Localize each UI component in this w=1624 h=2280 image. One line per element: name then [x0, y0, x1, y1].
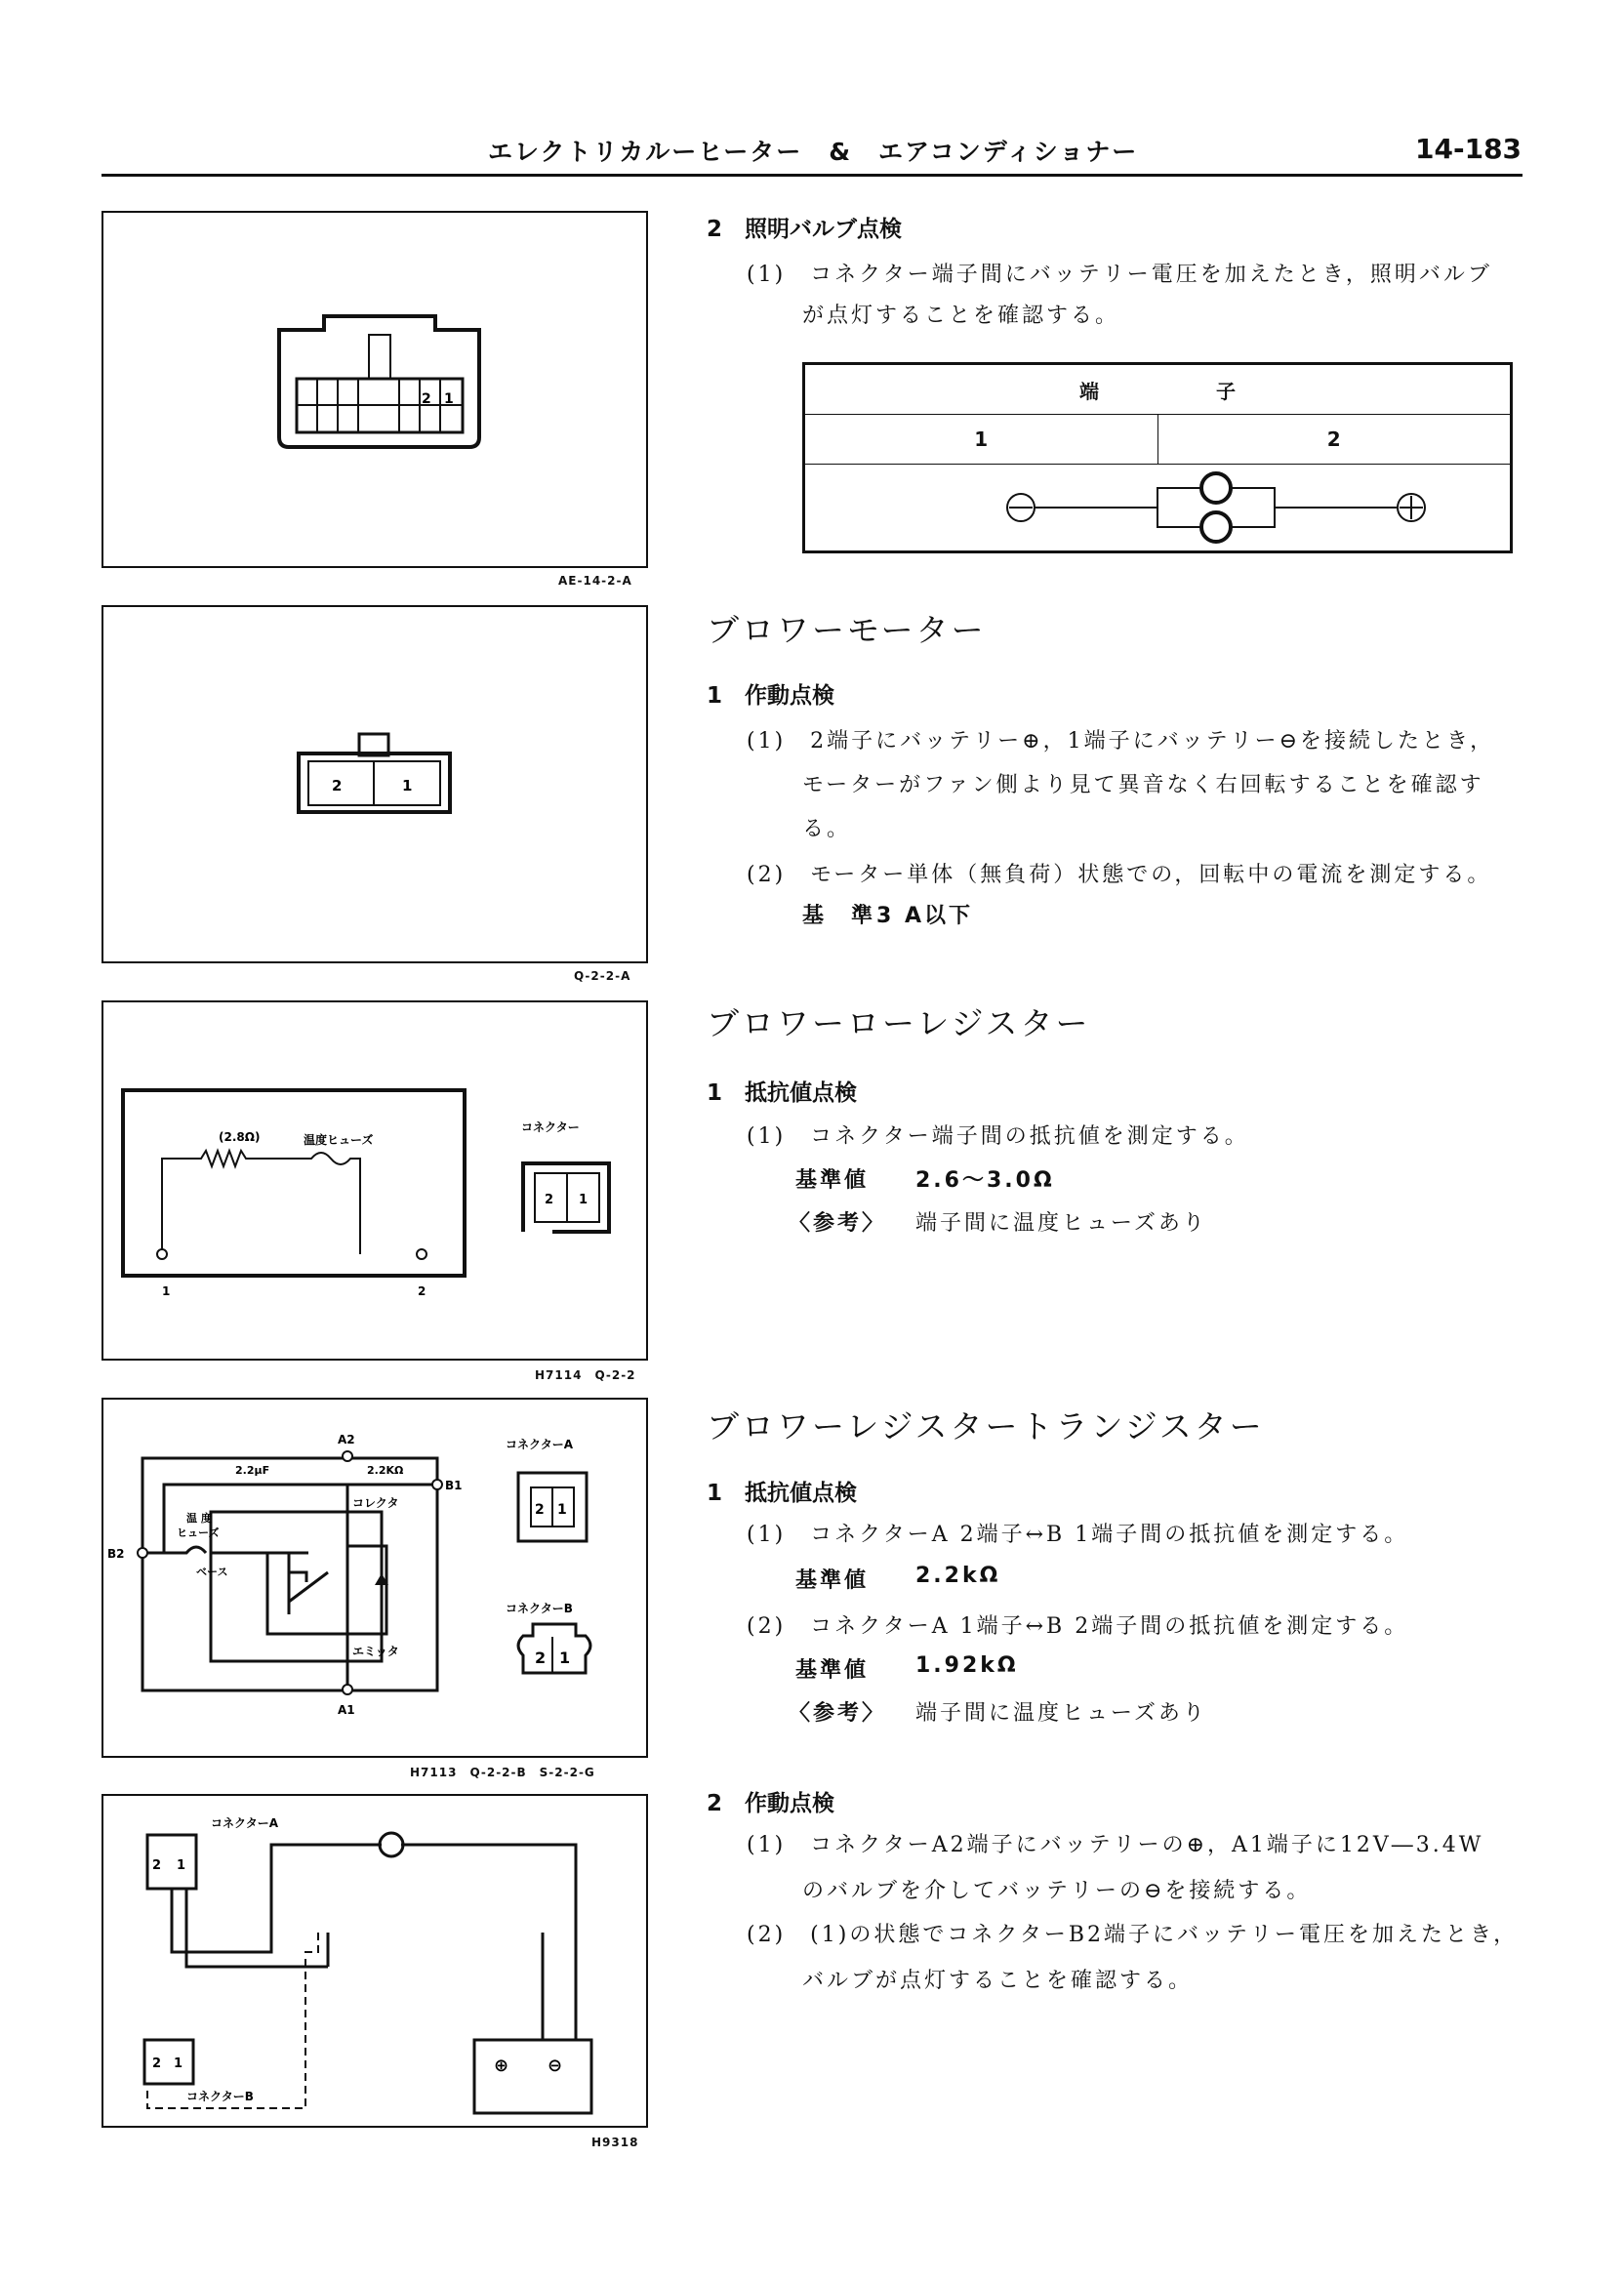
paragraph: (1) コネクター端子間の抵抗値を測定する。 — [747, 1124, 1249, 1149]
resistor-label: (2.8Ω) — [219, 1130, 261, 1144]
page-header-title: エレクトリカルーヒーター & エアコンディショナー — [488, 138, 1139, 166]
resistor-circuit-diagram — [103, 1002, 646, 1359]
terminal-label: 1 — [162, 1284, 171, 1298]
standard-label: 基準値 — [795, 1658, 870, 1683]
bulb-circuit-cell — [804, 465, 1512, 552]
pin-label: 1 — [579, 1193, 589, 1207]
pin-label: 1 — [174, 2056, 183, 2071]
header-rule — [102, 174, 1522, 177]
reference-label: 〈参考〉 — [789, 1211, 887, 1236]
figure-caption: Q-2-2-A — [574, 969, 631, 983]
node-label-b1: B1 — [445, 1479, 463, 1492]
section-title: ブロワーレジスタートランジスター — [707, 1407, 1265, 1445]
paragraph: (1) 2端子にバッテリー⊕，1端子にバッテリー⊖を接続したとき， — [747, 729, 1495, 753]
battery-minus-icon: ⊖ — [548, 2056, 563, 2076]
pin-label: 2 — [152, 2056, 162, 2071]
section-heading: 2 照明バルブ点検 — [707, 217, 903, 242]
battery-plus-icon: ⊕ — [494, 2056, 509, 2076]
standard-label: 基 準 — [802, 904, 876, 928]
section-heading: 1 抵抗値点検 — [707, 1080, 858, 1106]
table-cell: 1 — [804, 415, 1158, 465]
standard-value: 2.2kΩ — [915, 1564, 1001, 1588]
pin-label: 2 — [535, 1649, 547, 1667]
reference-value: 端子間に温度ヒューズあり — [915, 1211, 1207, 1236]
figure-connector-blower-motor — [102, 605, 648, 963]
pin-label: 2 — [535, 1502, 545, 1518]
node-label-a1: A1 — [338, 1703, 355, 1717]
figure-caption: H7114 Q-2-2 — [535, 1368, 636, 1382]
paragraph: が点灯することを確認する。 — [802, 304, 1120, 328]
paragraph: バルブが点灯することを確認する。 — [802, 1969, 1194, 1993]
pin-label: 1 — [177, 1858, 186, 1873]
node-label-b2: B2 — [107, 1547, 125, 1561]
connector-a-label: コネクターA — [506, 1438, 574, 1451]
paragraph: のバルブを介してバッテリーの⊖を接続する。 — [802, 1879, 1312, 1903]
connector-a-label: コネクターA — [211, 1816, 279, 1830]
pin-label: 1 — [557, 1502, 567, 1518]
figure-caption: H7113 Q-2-2-B S-2-2-G — [410, 1766, 595, 1779]
paragraph: (1) コネクターA2端子にバッテリーの⊕，A1端子に12V―3.4W — [747, 1833, 1484, 1857]
standard-value: 1.92kΩ — [915, 1653, 1019, 1678]
capacitor-label: 2.2μF — [235, 1464, 270, 1477]
figure-operation-check — [102, 1794, 648, 2128]
connector-diagram — [103, 213, 646, 566]
emitter-label: エミッタ — [352, 1645, 399, 1658]
figure-resistor-transistor — [102, 1398, 648, 1758]
reference-label: 〈参考〉 — [789, 1701, 887, 1726]
figure-caption: AE-14-2-A — [558, 574, 632, 588]
section-heading: 1 抵抗値点検 — [707, 1481, 858, 1506]
paragraph: る。 — [802, 817, 852, 841]
figure-blower-low-resistor — [102, 1000, 648, 1361]
page-number: 14-183 — [1415, 133, 1522, 165]
paragraph: モーターがファン側より見て異音なく右回転することを確認す — [802, 773, 1484, 797]
connector-b-label: コネクターB — [506, 1602, 573, 1615]
connector-diagram — [103, 607, 646, 961]
fuse-label: 温度ヒューズ — [304, 1133, 374, 1147]
pin-label: 2 — [152, 1858, 162, 1873]
standard-value: 3 A以下 — [876, 904, 973, 928]
section-title: ブロワーモーター — [707, 611, 987, 649]
table-header: 端 子 — [804, 364, 1512, 415]
terminal-label: 2 — [418, 1284, 426, 1298]
connector-label: コネクター — [521, 1120, 580, 1134]
standard-label: 基準値 — [795, 1168, 870, 1193]
transistor-circuit-diagram — [103, 1400, 646, 1756]
section-heading: 1 作動点検 — [707, 683, 835, 709]
fuse-label: 温 度 — [186, 1512, 212, 1525]
paragraph: (2) (1)の状態でコネクターB2端子にバッテリー電圧を加えたとき， — [747, 1923, 1519, 1947]
figure-caption: H9318 — [591, 2136, 639, 2149]
reference-value: 端子間に温度ヒューズあり — [915, 1701, 1207, 1726]
fuse-label: ヒューズ — [177, 1527, 220, 1539]
pin-label: 1 — [559, 1649, 571, 1667]
paragraph: (2) コネクターA 1端子↔B 2端子間の抵抗値を測定する。 — [747, 1614, 1409, 1639]
base-label: ベース — [196, 1566, 228, 1578]
collector-label: コレクタ — [352, 1496, 399, 1510]
terminal-table — [802, 362, 1513, 553]
paragraph: (1) コネクターA 2端子↔B 1端子間の抵抗値を測定する。 — [747, 1523, 1409, 1547]
paragraph: (1) コネクター端子間にバッテリー電圧を加えたとき，照明バルブ — [747, 263, 1492, 287]
pin-label: 2 — [422, 391, 431, 407]
pin-label: 1 — [444, 391, 454, 407]
pin-label: 1 — [402, 777, 413, 794]
section-title: ブロワーローレジスター — [707, 1004, 1091, 1042]
section-heading: 2 作動点検 — [707, 1791, 835, 1816]
standard-value: 2.6～3.0Ω — [915, 1168, 1055, 1193]
resistor-label: 2.2KΩ — [367, 1464, 404, 1477]
pin-label: 2 — [332, 777, 343, 794]
paragraph: (2) モーター単体（無負荷）状態での，回転中の電流を測定する。 — [747, 863, 1492, 887]
connector-b-label: コネクターB — [186, 2090, 254, 2103]
node-label-a2: A2 — [338, 1433, 355, 1446]
wiring-diagram — [103, 1796, 646, 2126]
standard-label: 基準値 — [795, 1568, 870, 1593]
bulb-circuit-diagram — [865, 467, 1450, 545]
pin-label: 2 — [545, 1193, 554, 1207]
table-cell: 2 — [1157, 415, 1512, 465]
figure-connector-illumination — [102, 211, 648, 568]
